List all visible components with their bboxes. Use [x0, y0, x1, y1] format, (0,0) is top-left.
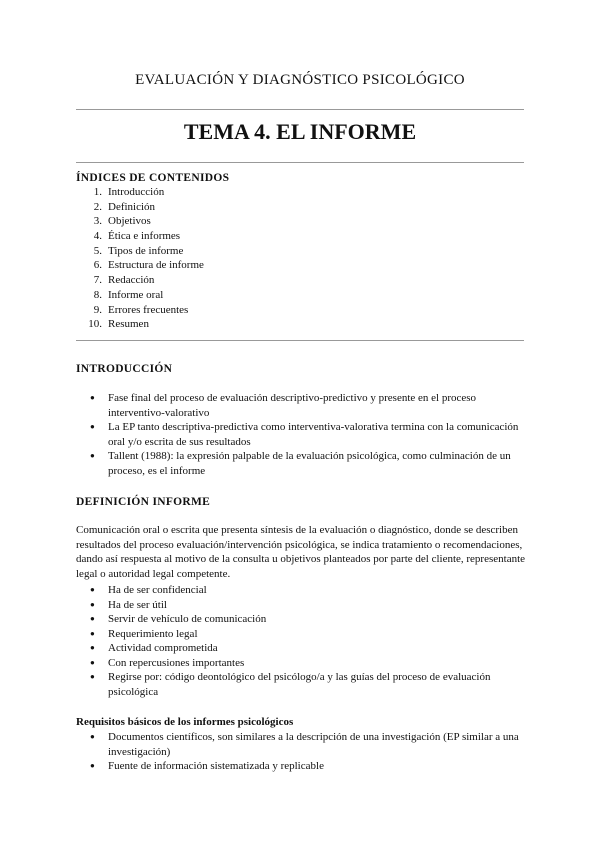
definition-bullets	[76, 583, 526, 699]
page-title: TEMA 4. EL INFORME	[183, 119, 417, 144]
toc-divider	[76, 340, 524, 341]
toc-item: 3. Objetivos	[93, 215, 151, 228]
list-item: ● La EP tanto descriptiva-predictiva como interventiva-valorativa termina con la comunicación oral y/o escrita de sus resultados	[90, 421, 519, 448]
toc-item: 8. Informe oral	[93, 288, 164, 301]
list-item: ● Ha de ser confidencial	[90, 584, 207, 596]
requirements-bullets	[76, 730, 526, 774]
list-item: ● Requerimiento legal	[90, 627, 198, 640]
intro-heading: INTRODUCCIÓN	[76, 363, 173, 375]
bullet-icon: ●	[90, 672, 95, 681]
bullet-icon: ●	[90, 585, 95, 594]
bullet-icon: ●	[90, 628, 95, 638]
toc-list	[76, 185, 204, 332]
bullet-icon: ●	[90, 657, 95, 667]
bullet-icon: ●	[90, 643, 95, 652]
list-item: ● Con repercusiones importantes	[90, 656, 245, 669]
list-item: ● Servir de vehículo de comunicación	[90, 613, 267, 625]
list-item: ● Regirse por: código deontológico del psicólogo/a y las guías del proceso de evaluación psicológica	[90, 671, 491, 698]
list-item: ● Documentos científicos, son similares a la descripción de una investigación (EP similar a una investigación)	[90, 731, 519, 758]
toc-item: 7. Redacción	[93, 274, 155, 287]
definition-paragraph: Comunicación oral o escrita que presenta síntesis de la evaluación o diagnóstico, donde se describen resultados del proceso evaluación/intervención psicológica, se indica tratamiento o recomendaciones, dando así respuesta al motivo de la consulta u objetivos planteados por parte del cliente, representante legal o autoridad legal competente.	[76, 524, 526, 580]
list-item: ● Actividad comprometida	[90, 642, 218, 654]
toc-item: 4. Ética e informes	[93, 230, 181, 243]
header-divider	[76, 109, 524, 110]
bullet-icon: ●	[90, 451, 95, 460]
list-item: ● Fuente de información sistematizada y replicable	[90, 760, 324, 772]
toc-item: 1. Introducción	[93, 186, 165, 198]
definition-heading: DEFINICIÓN INFORME	[76, 496, 211, 508]
toc-item: 5. Tipos de informe	[93, 244, 184, 257]
bullet-icon: ●	[90, 614, 95, 623]
requirements-heading: Requisitos básicos de los informes psicológicos	[76, 716, 294, 728]
list-item: ● Fase final del proceso de evaluación descriptivo-predictivo y presente en el proceso interventivo-valorativo	[90, 392, 477, 419]
course-header: EVALUACIÓN Y DIAGNÓSTICO PSICOLÓGICO	[135, 72, 465, 88]
bullet-icon: ●	[90, 599, 95, 609]
bullet-icon: ●	[90, 422, 95, 431]
toc-item: 10. Resumen	[88, 318, 149, 331]
list-item: ● Tallent (1988): la expresión palpable de la evaluación psicológica, como culminación de un proceso, es el informe	[90, 450, 511, 477]
toc-item: 6. Estructura de informe	[93, 259, 204, 272]
list-item: ● Ha de ser útil	[90, 598, 167, 611]
bullet-icon: ●	[90, 761, 95, 770]
toc-item: 2. Definición	[93, 200, 156, 213]
intro-bullets	[76, 391, 526, 478]
title-divider	[76, 162, 524, 163]
bullet-icon: ●	[90, 732, 95, 741]
toc-item: 9. Errores frecuentes	[93, 303, 189, 316]
toc-heading: ÍNDICES DE CONTENIDOS	[76, 172, 230, 184]
bullet-icon: ●	[90, 393, 95, 402]
